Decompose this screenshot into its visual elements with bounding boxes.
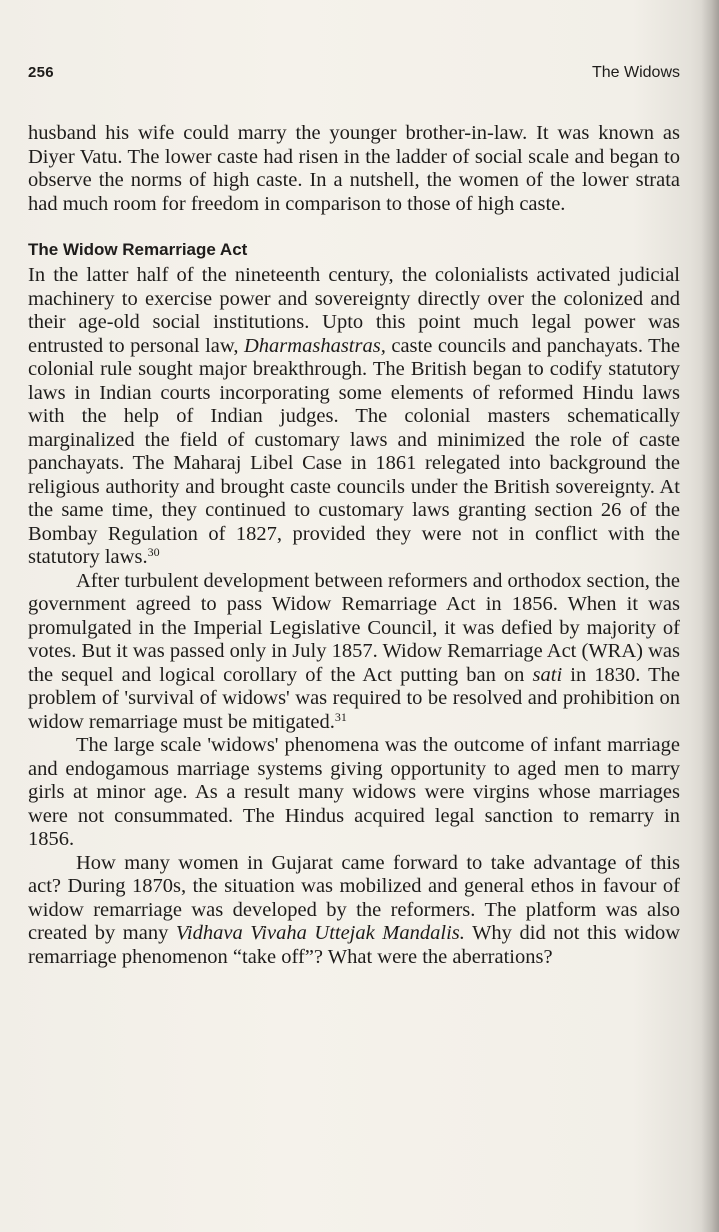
body-text	[28, 122, 680, 969]
paragraph-1: husband his wife could marry the younger brother-in-law. It was known as Diyer Vatu. The lower caste had risen in the ladder of social scale and began to observe the norms of high caste. In a nutshell, the women of the lower strata had much room for freedom in comparison to those of high caste.	[28, 122, 680, 215]
paragraph-2-text-a: In the latter half of the nineteenth century, the colonialists activated judicial machinery to exercise power and sovereignty directly over the colonized and their age-old social institutions. Upto this point much legal power was entrusted to personal law,	[28, 264, 680, 357]
paragraph-5-text-b: Why did not this widow remarriage phenomenon “take off”? What were the aberrations?	[28, 922, 681, 968]
footnote-ref-31: 31	[334, 709, 347, 724]
paragraph-2	[28, 264, 680, 570]
paragraph-3-text-a: After turbulent development between reformers and orthodox section, the government agreed to pass Widow Remarriage Act in 1856. When it was promulgated in the Imperial Legislative Council, it was defied by majority of votes. But it was passed only in July 1857. Widow Remarriage Act (WRA) was the sequel and logical corollary of the Act putting ban on	[28, 569, 680, 686]
paragraph-3	[28, 570, 680, 735]
paragraph-2-text-b: caste councils and panchayats. The colonial rule sought major breakthrough. The British began to codify statutory laws in Indian courts incorporating some elements of reformed Hindu laws with the help of Indian judges. The colonial masters schematically marginalized the field of customary laws and minimized the role of caste panchayats. The Maharaj Libel Case in 1861 relegated into background the religious authority and brought caste councils under the British sovereignty. At the same time, they continued to customary laws granting section 26 of the Bombay Regulation of 1827, provided they were not in conflict with the statutory laws.	[28, 334, 680, 568]
section-heading: The Widow Remarriage Act	[28, 240, 248, 259]
paragraph-3-text-b: in 1830. The problem of 'survival of widows' was required to be resolved and prohibition on widow remarriage must be mitigated.	[28, 663, 680, 733]
paragraph-3-italic: sati	[532, 663, 563, 686]
page-number: 256	[28, 64, 54, 81]
page-edge-shadow	[701, 0, 719, 1232]
paragraph-5-text-a: How many women in Gujarat came forward to take advantage of this act? During 1870s, the situation was mobilized and general ethos in favour of widow remarriage was developed by the reformers. The platform was also created by many	[28, 851, 680, 944]
footnote-ref-30: 30	[147, 545, 160, 559]
running-title: The Widows	[591, 64, 680, 81]
paragraph-2-italic: Dharmashastras,	[244, 334, 386, 357]
paragraph-5	[28, 852, 680, 970]
running-head	[28, 64, 680, 86]
paragraph-4: The large scale 'widows' phenomena was the outcome of infant marriage and endogamous marriage systems giving opportunity to aged men to marry girls at minor age. As a result many widows were virgins whose marriages were not consummated. The Hindus acquired legal sanction to remarry in 1856.	[28, 734, 680, 850]
paragraph-5-italic: Vidhava Vivaha Uttejak Mandalis.	[175, 922, 465, 944]
